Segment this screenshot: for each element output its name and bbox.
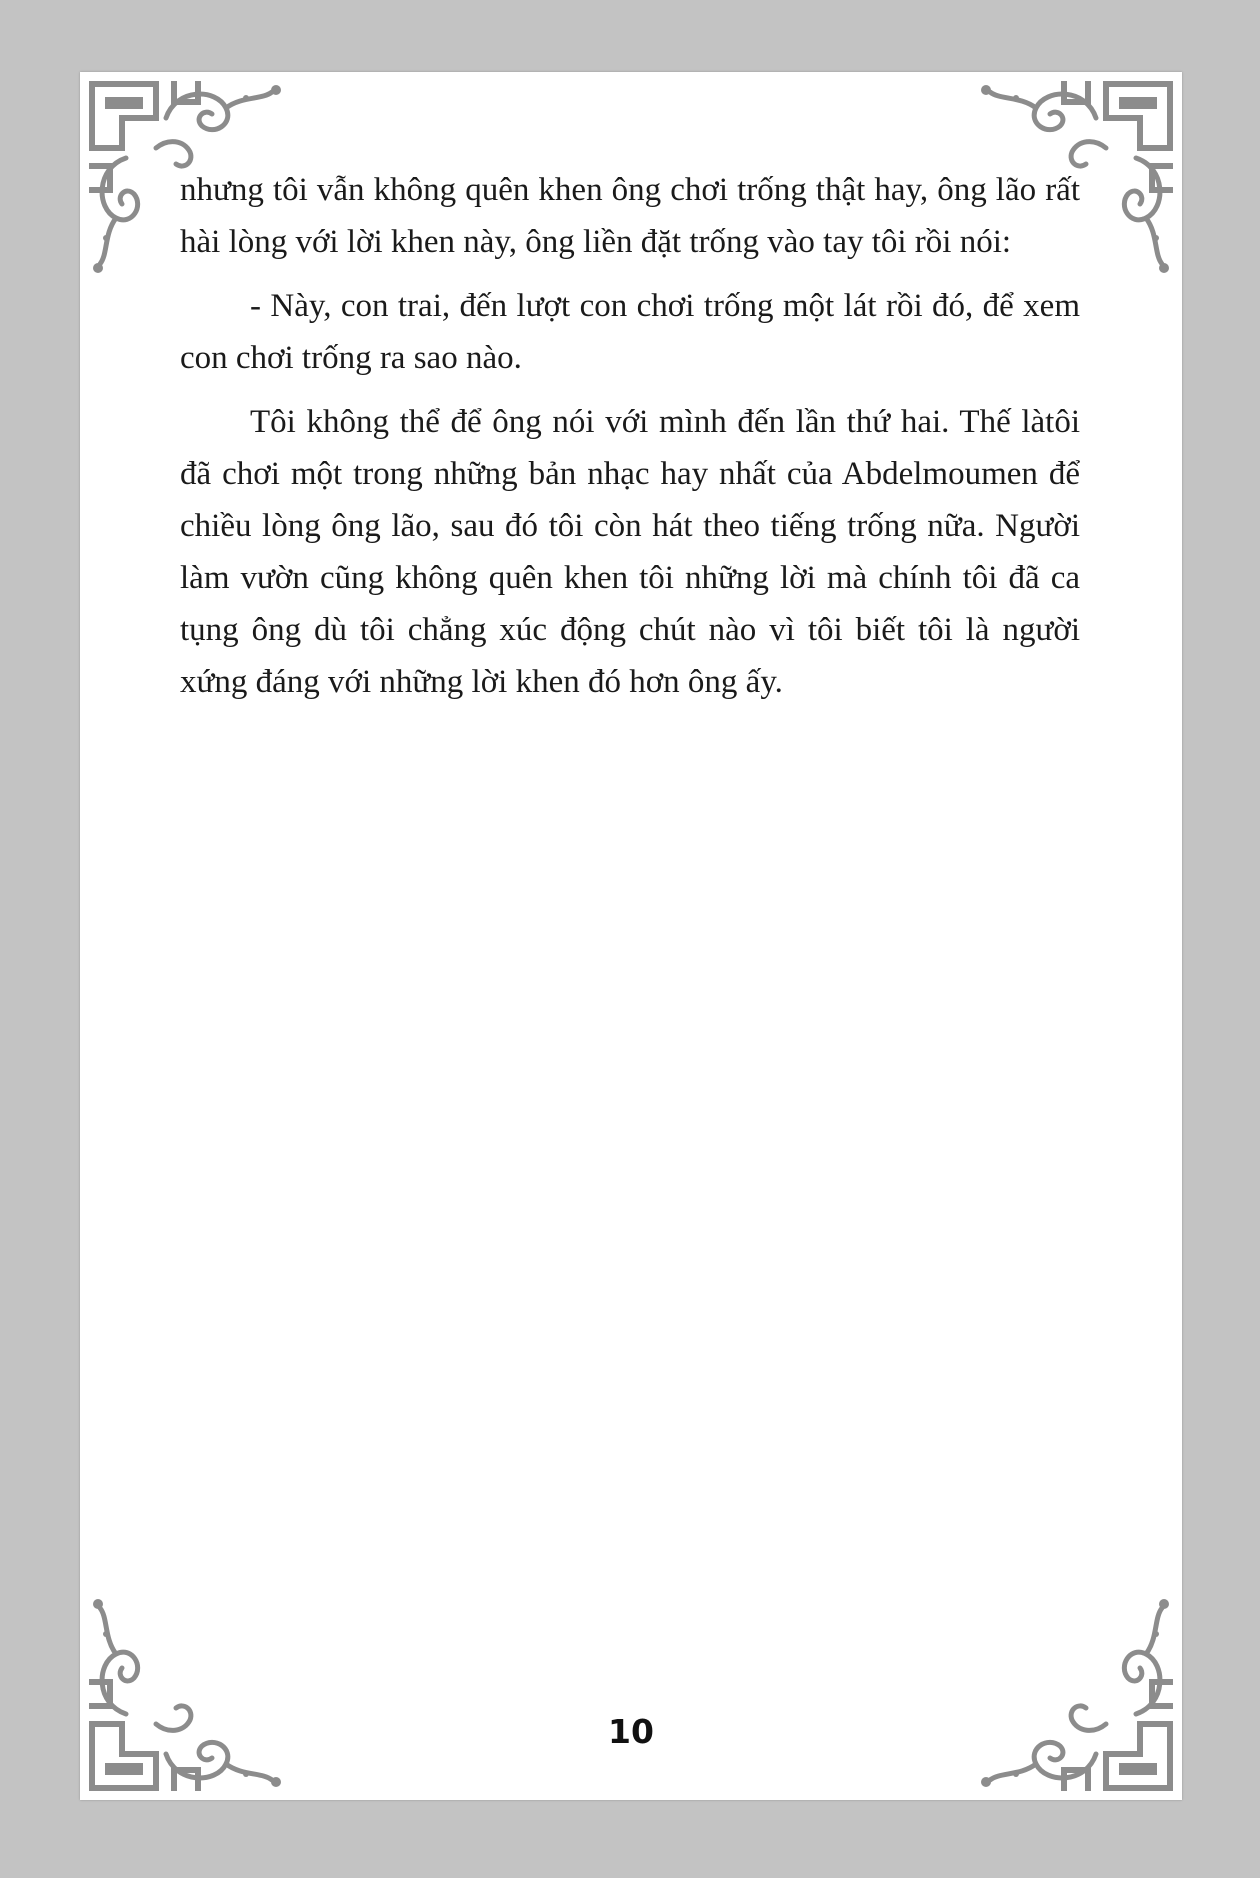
page-number: 10	[608, 1712, 654, 1751]
corner-ornament-icon	[86, 1594, 286, 1794]
corner-ornament-icon	[976, 1594, 1176, 1794]
paragraph: nhưng tôi vẫn không quên khen ông chơi trống thật hay, ông lão rất hài lòng với lời khen này, ông liền đặt trống vào tay tôi rồi nói:	[180, 172, 1080, 260]
paragraph: - Này, con trai, đến lượt con chơi trống một lát rồi đó, để xem con chơi trống ra sao nào.	[180, 288, 1080, 376]
paragraph: Tôi không thể để ông nói với mình đến lần thứ hai. Thế làtôi đã chơi một trong những bản nhạc hay nhất của Abdelmoumen để chiều lòng ông lão, sau đó tôi còn hát theo tiếng trống nữa. Người làm vườn cũng không quên khen tôi những lời mà chính tôi đã ca tụng ông dù tôi chẳng xúc động chút nào vì tôi biết tôi là người xứng đáng với những lời khen đó hơn ông ấy.	[180, 404, 1080, 700]
book-page	[80, 72, 1182, 1800]
body-text	[180, 164, 1080, 720]
